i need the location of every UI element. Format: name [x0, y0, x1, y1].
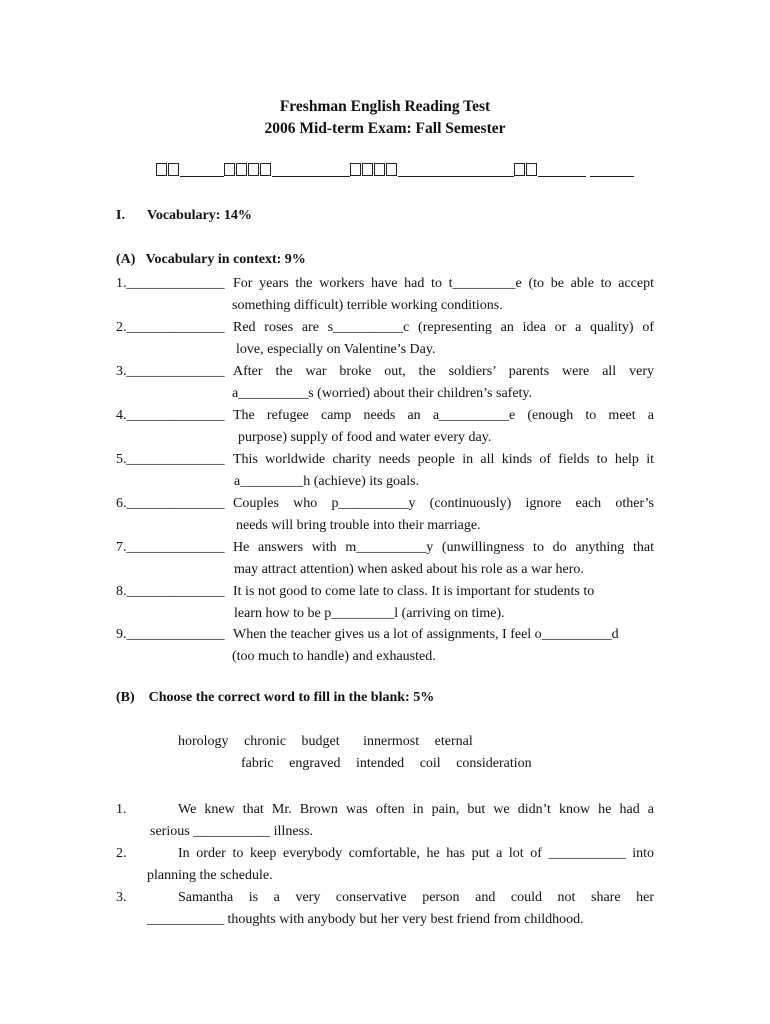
word-bank-item: fabric [241, 756, 274, 771]
word-bank-item: coil [419, 756, 441, 771]
question-text: It is not good to come late to class. It is important for students to [233, 584, 595, 599]
answer-blank[interactable]: 8.______________ [116, 584, 225, 599]
word-bank-item: horology [178, 734, 229, 749]
word-bank-item: engraved [289, 756, 341, 771]
word-bank-item: innermost [363, 734, 420, 749]
question-text-cont: (too much to handle) and exhausted. [232, 649, 436, 664]
question-text: This worldwide charity needs people in all kinds of fields to help it [233, 452, 654, 467]
question-text-cont: needs will bring trouble into their marriage. [236, 518, 481, 533]
question-text-cont: a__________s (worried) about their children’s safety. [232, 386, 533, 401]
exam-subtitle: 2006 Mid-term Exam: Fall Semester [264, 120, 506, 137]
part-a-title: (A) Vocabulary in context: 9% [116, 252, 306, 267]
question-text-cont: ___________ thoughts with anybody but her very best friend from childhood. [147, 912, 584, 927]
question-text: Red roses are s__________c (representing an idea or a quality) of [233, 320, 654, 335]
part-b-title: (B) Choose the correct word to fill in the blank: 5% [116, 690, 435, 705]
question-text: For years the workers have had to t_________e (to be able to accept [233, 276, 654, 291]
word-bank-item: chronic [244, 734, 287, 749]
question-number: 2. [116, 846, 127, 861]
answer-blank[interactable]: 1.______________ [116, 276, 225, 291]
word-bank-item: consideration [456, 756, 532, 771]
word-bank-item: eternal [434, 734, 473, 749]
answer-blank[interactable]: 4.______________ [116, 408, 225, 423]
question-text: In order to keep everybody comfortable, he has put a lot of ___________ into [178, 846, 654, 861]
question-number: 1. [116, 802, 127, 817]
question-text: We knew that Mr. Brown was often in pain, but we didn’t know he had a [178, 802, 654, 817]
exam-title: Freshman English Reading Test [279, 98, 491, 115]
answer-blank[interactable]: 5.______________ [116, 452, 225, 467]
student-info-line [156, 163, 616, 180]
section-label: I. [116, 208, 125, 223]
word-bank-row-2 [241, 756, 544, 772]
word-bank-item: intended [355, 756, 405, 771]
question-text: Samantha is a very conservative person and could not share her [178, 890, 654, 905]
question-text: He answers with m__________y (unwillingness to do anything that [233, 540, 654, 555]
word-bank-row-1 [178, 734, 485, 750]
answer-blank[interactable]: 7.______________ [116, 540, 225, 555]
question-text-cont: may attract attention) when asked about his role as a war hero. [234, 562, 584, 577]
question-text-cont: a_________h (achieve) its goals. [234, 474, 420, 489]
question-text-cont: serious ___________ illness. [150, 824, 313, 839]
question-text: Couples who p__________y (continuously) ignore each other’s [233, 496, 654, 511]
question-text-cont: learn how to be p_________l (arriving on time). [234, 606, 505, 621]
answer-blank[interactable]: 6.______________ [116, 496, 225, 511]
question-text-cont: something difficult) terrible working conditions. [232, 298, 503, 313]
question-text: After the war broke out, the soldiers’ parents were all very [233, 364, 654, 379]
question-text-cont: love, especially on Valentine’s Day. [236, 342, 436, 357]
question-number: 3. [116, 890, 127, 905]
word-bank-item: budget [301, 734, 340, 749]
answer-blank[interactable]: 3.______________ [116, 364, 225, 379]
section-title: Vocabulary: 14% [147, 208, 252, 223]
question-text-cont: planning the schedule. [147, 868, 273, 883]
answer-blank[interactable]: 9.______________ [116, 627, 225, 642]
answer-blank[interactable]: 2.______________ [116, 320, 225, 335]
question-text: The refugee camp needs an a__________e (enough to meet a [233, 408, 654, 423]
question-text-cont: purpose) supply of food and water every day. [238, 430, 492, 445]
question-text: When the teacher gives us a lot of assignments, I feel o__________d [233, 627, 619, 642]
